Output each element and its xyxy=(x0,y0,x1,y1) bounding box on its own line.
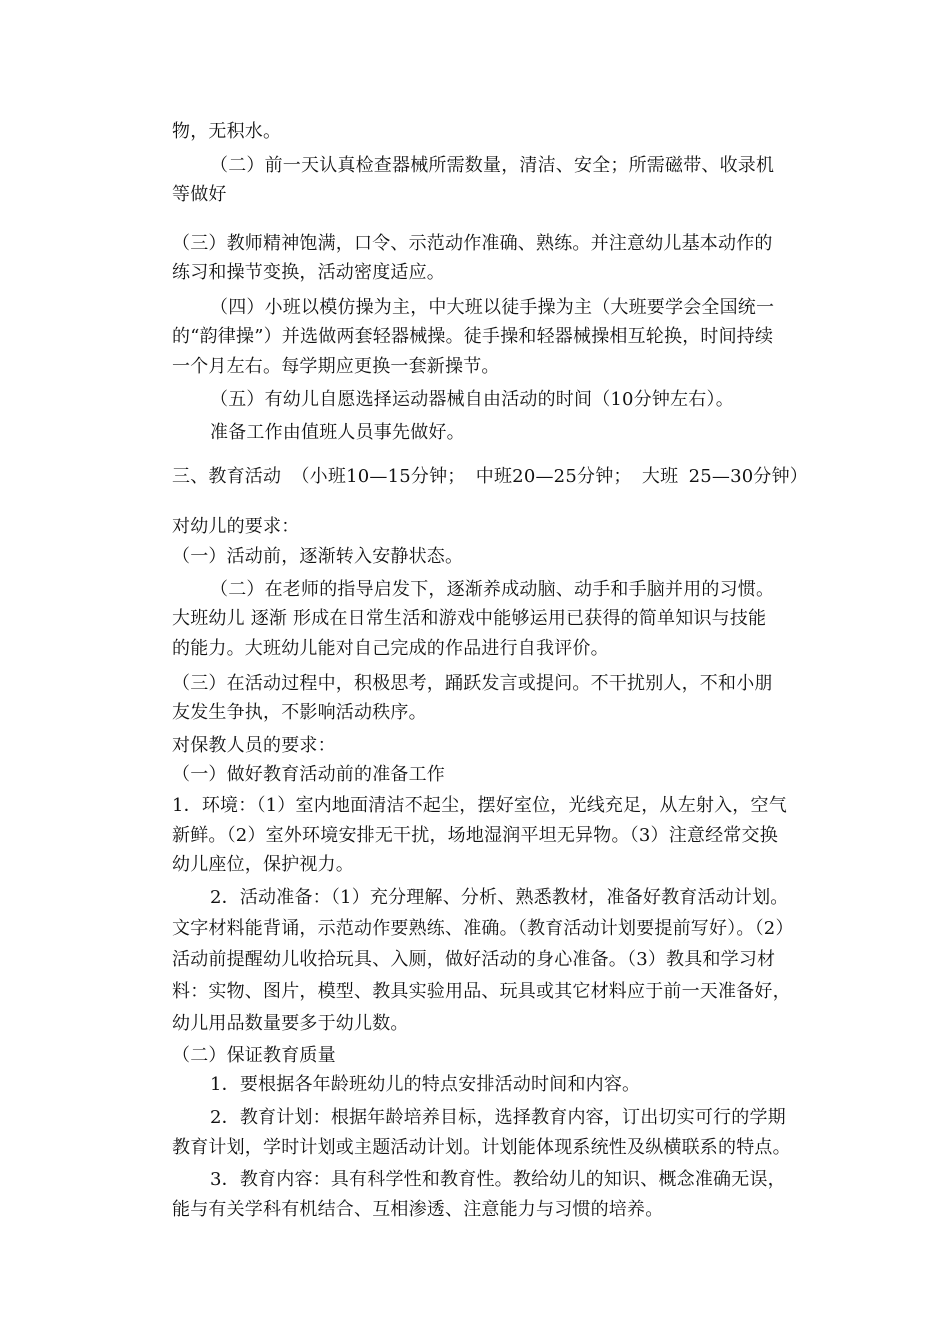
text-line: 新鲜。（2）室外环境安排无干扰，场地湿润平坦无异物。（3）注意经常交换 xyxy=(172,825,778,846)
text-line: （二）在老师的指导启发下，逐渐养成动脑、动手和手脑并用的习惯。 xyxy=(210,579,775,600)
text-line: 对幼儿的要求： xyxy=(172,516,300,537)
section-heading-big-class-label: 大班 xyxy=(641,466,679,487)
text-line: （二）保证教育质量 xyxy=(172,1045,336,1066)
text-line: 一个月左右。每学期应更换一套新操节。 xyxy=(172,356,500,377)
text-line: （三）在活动过程中，积极思考，踊跃发言或提问。不干扰别人，不和小朋 xyxy=(172,673,773,694)
text-line: 1．要根据各年龄班幼儿的特点安排活动时间和内容。 xyxy=(210,1074,641,1095)
text-line: 2．教育计划：根据年龄培养目标，选择教育内容，订出切实可行的学期 xyxy=(210,1107,786,1128)
text-line: （一）做好教育活动前的准备工作 xyxy=(172,764,445,785)
text-line: 的能力。大班幼儿能对自己完成的作品进行自我评价。 xyxy=(172,638,609,659)
text-line: 料：实物、图片，模型、教具实验用品、玩具或其它材料应于前一天准备好， xyxy=(172,981,791,1002)
text-line: （三）教师精神饱满，口令、示范动作准确、熟练。并注意幼儿基本动作的 xyxy=(172,233,773,254)
text-line: 准备工作由值班人员事先做好。 xyxy=(210,422,465,443)
text-line: 对保教人员的要求： xyxy=(172,735,336,756)
text-line: （一）活动前，逐渐转入安静状态。 xyxy=(172,546,464,567)
text-line: （二）前一天认真检查器械所需数量，清洁、安全；所需磁带、收录机 xyxy=(210,155,775,176)
text-line: 活动前提醒幼儿收拾玩具、入厕，做好活动的身心准备。（3）教具和学习材 xyxy=(172,949,776,970)
section-heading xyxy=(172,465,808,489)
text-line: （五）有幼儿自愿选择运动器械自由活动的时间（10分钟左右）。 xyxy=(210,389,734,410)
section-heading-big-class-time: 25—30分钟） xyxy=(688,466,808,487)
text-line: 幼儿用品数量要多于幼儿数。 xyxy=(172,1013,409,1034)
text-line: 的“韵律操”）并选做两套轻器械操。徒手操和轻器械操相互轮换，时间持续 xyxy=(172,326,774,347)
text-line: 2．活动准备：（1）充分理解、分析、熟悉教材，准备好教育活动计划。 xyxy=(210,887,789,908)
section-heading-title: 三、教育活动 xyxy=(172,466,282,487)
text-line: （四）小班以模仿操为主，中大班以徒手操为主（大班要学会全国统一 xyxy=(210,297,775,318)
text-line: 文字材料能背诵，示范动作要熟练、准确。（教育活动计划要提前写好）。（2） xyxy=(172,918,794,939)
text-line: 练习和操节变换，活动密度适应。 xyxy=(172,262,445,283)
text-line: 3．教育内容：具有科学性和教育性。教给幼儿的知识、概念准确无误， xyxy=(210,1169,786,1190)
text-line: 幼儿座位，保护视力。 xyxy=(172,854,354,875)
section-heading-middle-class: 中班20—25分钟； xyxy=(475,466,632,487)
text-line: 能与有关学科有机结合、互相渗透、注意能力与习惯的培养。 xyxy=(172,1199,664,1220)
section-heading-small-class: （小班10—15分钟； xyxy=(291,466,466,487)
text-line: 1．环境：（1）室内地面清洁不起尘，摆好室位，光线充足，从左射入，空气 xyxy=(172,795,787,816)
text-line: 友发生争执，不影响活动秩序。 xyxy=(172,702,427,723)
text-line: 等做好 xyxy=(172,184,227,205)
text-line: 教育计划，学时计划或主题活动计划。计划能体现系统性及纵横联系的特点。 xyxy=(172,1137,791,1158)
text-line: 大班幼儿 逐渐 形成在日常生活和游戏中能够运用已获得的简单知识与技能 xyxy=(172,608,767,629)
text-line: 物，无积水。 xyxy=(172,121,282,142)
